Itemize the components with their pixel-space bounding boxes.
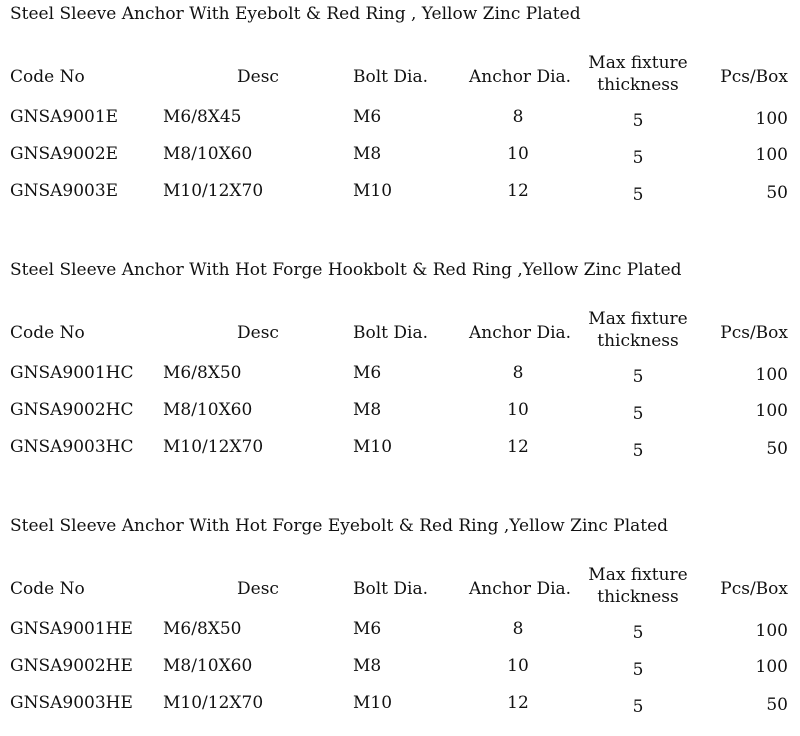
cell-code: GNSA9001HE [10,619,133,639]
header-pcs-box: Pcs/Box [720,67,788,87]
cell-pcs: 100 [755,657,788,677]
header-pcs-box: Pcs/Box [720,579,788,599]
product-section [0,4,800,224]
header-desc: Desc [237,579,279,599]
header-max-fixture-line1: Max fixture [588,309,688,329]
cell-anchor: 10 [507,400,529,420]
cell-pcs: 50 [766,183,788,203]
cell-pcs: 100 [755,365,788,385]
cell-code: GNSA9002HE [10,656,133,676]
cell-anchor: 8 [512,107,524,127]
cell-desc: M8/10X60 [163,656,253,676]
section-title: Steel Sleeve Anchor With Hot Forge Eyebolt & Red Ring ,Yellow Zinc Plated [10,516,669,536]
header-pcs-box: Pcs/Box [720,323,788,343]
product-section [0,516,800,736]
cell-bolt: M10 [353,693,393,713]
cell-max: 5 [632,111,644,131]
header-bolt-dia: Bolt Dia. [353,323,429,343]
header-max-fixture-line2: thickness [597,587,679,607]
cell-desc: M10/12X70 [163,181,264,201]
header-anchor-dia: Anchor Dia. [469,67,572,87]
cell-code: GNSA9002E [10,144,119,164]
cell-max: 5 [632,697,644,717]
cell-desc: M6/8X50 [163,363,242,383]
cell-max: 5 [632,441,644,461]
header-code: Code No [10,579,85,599]
cell-code: GNSA9002HC [10,400,134,420]
cell-desc: M10/12X70 [163,437,264,457]
cell-pcs: 100 [755,109,788,129]
cell-anchor: 8 [512,363,524,383]
header-anchor-dia: Anchor Dia. [469,323,572,343]
cell-pcs: 100 [755,401,788,421]
cell-bolt: M10 [353,437,393,457]
cell-desc: M6/8X45 [163,107,242,127]
header-max-fixture [578,564,698,608]
product-section [0,260,800,480]
cell-max: 5 [632,660,644,680]
cell-anchor: 10 [507,656,529,676]
cell-max: 5 [632,404,644,424]
cell-anchor: 12 [507,181,529,201]
cell-pcs: 100 [755,145,788,165]
cell-anchor: 10 [507,144,529,164]
cell-bolt: M10 [353,181,393,201]
section-title: Steel Sleeve Anchor With Eyebolt & Red Ring , Yellow Zinc Plated [10,4,581,24]
cell-code: GNSA9003HC [10,437,134,457]
cell-bolt: M6 [353,363,382,383]
header-bolt-dia: Bolt Dia. [353,67,429,87]
cell-max: 5 [632,367,644,387]
cell-code: GNSA9001HC [10,363,134,383]
cell-anchor: 12 [507,693,529,713]
cell-bolt: M6 [353,619,382,639]
header-anchor-dia: Anchor Dia. [469,579,572,599]
cell-code: GNSA9003E [10,181,119,201]
cell-anchor: 12 [507,437,529,457]
header-max-fixture-line1: Max fixture [588,53,688,73]
cell-anchor: 8 [512,619,524,639]
header-bolt-dia: Bolt Dia. [353,579,429,599]
header-max-fixture-line2: thickness [597,331,679,351]
header-desc: Desc [237,323,279,343]
cell-pcs: 50 [766,695,788,715]
cell-pcs: 100 [755,621,788,641]
header-max-fixture [578,52,698,96]
cell-bolt: M8 [353,144,382,164]
header-max-fixture [578,308,698,352]
cell-desc: M8/10X60 [163,144,253,164]
header-desc: Desc [237,67,279,87]
cell-max: 5 [632,185,644,205]
section-title: Steel Sleeve Anchor With Hot Forge Hookbolt & Red Ring ,Yellow Zinc Plated [10,260,682,280]
cell-desc: M8/10X60 [163,400,253,420]
header-code: Code No [10,67,85,87]
cell-bolt: M6 [353,107,382,127]
cell-bolt: M8 [353,400,382,420]
cell-pcs: 50 [766,439,788,459]
cell-max: 5 [632,148,644,168]
header-code: Code No [10,323,85,343]
cell-code: GNSA9003HE [10,693,133,713]
cell-desc: M6/8X50 [163,619,242,639]
header-max-fixture-line1: Max fixture [588,565,688,585]
header-max-fixture-line2: thickness [597,75,679,95]
cell-desc: M10/12X70 [163,693,264,713]
cell-bolt: M8 [353,656,382,676]
cell-max: 5 [632,623,644,643]
cell-code: GNSA9001E [10,107,119,127]
